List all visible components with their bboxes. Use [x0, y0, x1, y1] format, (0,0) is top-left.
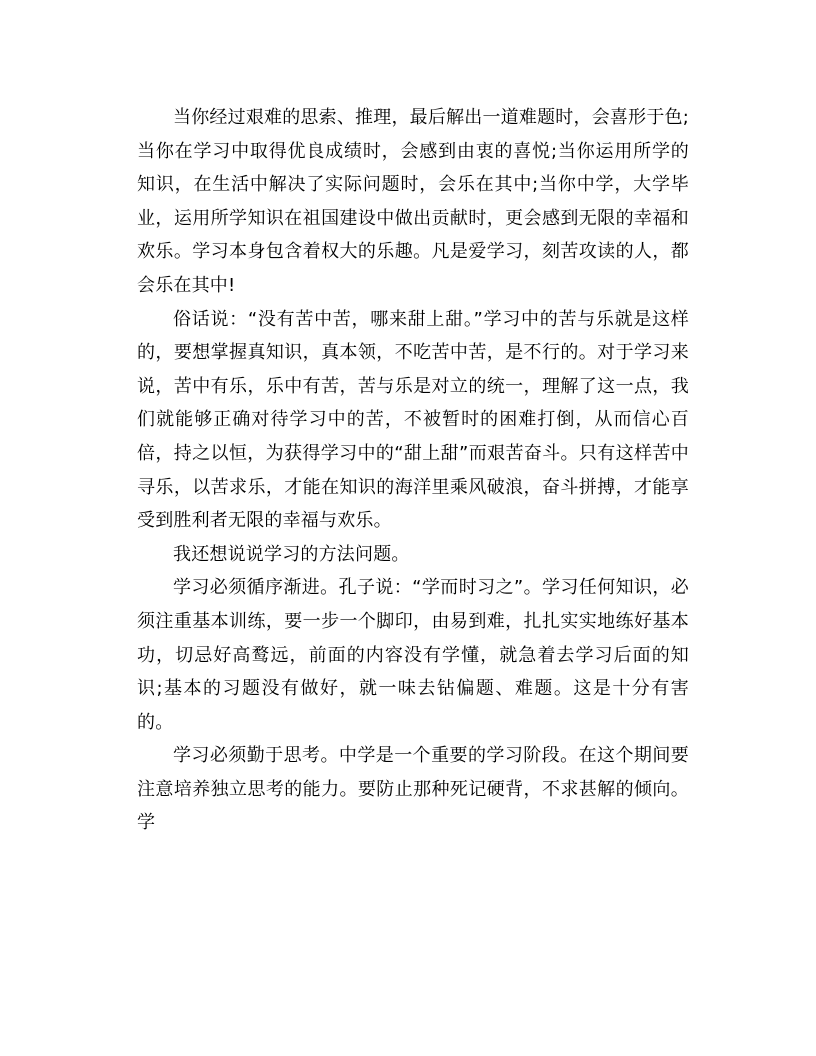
paragraph-joy-of-study: 当你经过艰难的思索、推理，最后解出一道难题时，会喜形于色;当你在学习中取得优良成绩时，会感到由衷的喜悦;当你运用所学的知识，在生活中解决了实际问题时，会乐在其中;当你中学，大学毕业，运用所学知识在祖国建设中做出贡献时，更会感到无限的幸福和欢乐。学习本身包含着权大的乐趣。凡是爱学习，刻苦攻读的人，都会乐在其中!: [137, 107, 689, 296]
document-body: [137, 101, 689, 840]
paragraph-bitter-and-sweet: 俗话说：“没有苦中苦，哪来甜上甜。”学习中的苦与乐就是这样的，要想掌握真知识，真本领，不吃苦中苦，是不行的。对于学习来说，苦中有乐，乐中有苦，苦与乐是对立的统一，理解了这一点，我们就能够正确对待学习中的苦，不被暂时的困难打倒，从而信心百倍，持之以恒，为获得学习中的“甜上甜”而艰苦奋斗。只有这样苦中寻乐，以苦求乐，才能在知识的海洋里乘风破浪，奋斗拼搏，才能享受到胜利者无限的幸福与欢乐。: [137, 308, 689, 532]
paragraph-method-intro: 我还想说说学习的方法问题。: [173, 543, 410, 565]
paragraph-step-by-step: 学习必须循序渐进。孔子说：“学而时习之”。学习任何知识，必须注重基本训练，要一步一个脚印，由易到难，扎扎实实地练好基本功，切忌好高鹜远，前面的内容没有学懂，就急着去学习后面的知识;基本的习题没有做好，就一味去钻偏题、难题。这是十分有害的。: [137, 577, 689, 733]
paragraph-think-diligently: 学习必须勤于思考。中学是一个重要的学习阶段。在这个期间要注意培养独立思考的能力。要防止那种死记硬背，不求甚解的倾向。学: [137, 745, 689, 834]
